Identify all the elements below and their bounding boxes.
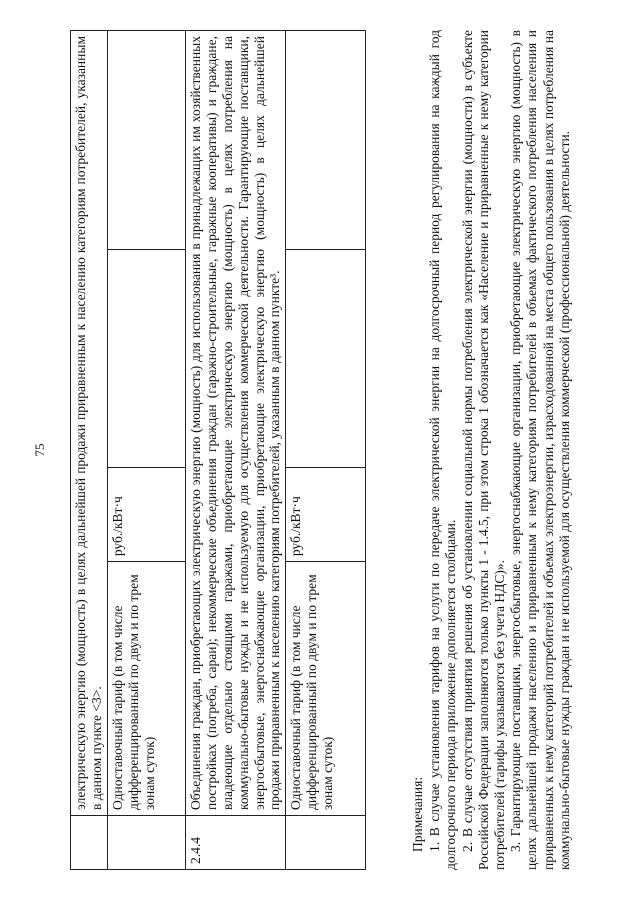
value-cell — [286, 249, 366, 468]
table-row — [185, 31, 286, 870]
note-item: 1. В случае установления тарифов на услуги по передаче электрической энергии на долгосрочный период регулирования на каждый год долгосрочного периода приложение дополняется столбцами. — [427, 30, 459, 870]
unit-cell: руб./кВт·ч — [107, 468, 185, 562]
table-row — [107, 31, 185, 870]
notes-title: Примечания: — [410, 776, 425, 852]
continuation-text: электрическую энергию (мощность) в целях дальнейшей продажи приравненным к населению категориям потребителей, указанным в данном пункте <3>. — [71, 31, 108, 816]
notes-section — [410, 30, 573, 870]
tariff-name-cell: Одноставочный тариф (в том числе дифференцированный по двум и по трем зонам суток) — [286, 562, 366, 816]
number-cell — [286, 815, 366, 869]
tariff-table — [70, 30, 366, 870]
value-cell — [107, 31, 185, 250]
table-row — [71, 31, 108, 870]
unit-cell: руб./кВт·ч — [286, 468, 366, 562]
note-item: 3. Гарантирующие поставщики, энергосбытовые, энергоснабжающие организации, приобретающие электрическую энергию (мощность) в целях дальнейшей продажи населению и приравненным к нему категориям потребителей в объемах фактического потребления населения и приравненных к нему категорий потребителей и объемах электроэнергии, израсходованной на места общего пользования в целях потребления на коммунально-бытовые нужды граждан и не используемой для осуществления коммерческой (профессиональной) деятельности. — [508, 30, 572, 870]
number-cell — [107, 815, 185, 869]
rotated-document-content — [70, 20, 630, 880]
note-item: 2. В случае отсутствия принятия решения об установлении социальной нормы потребления электрической энергии (мощности) в субъекте Российской Федерации заполняются только пункты 1 - 1.4.5, при этом строка 1 обозначается как «Население и приравненные к нему категории потребителей (тарифы указываются без учета НДС)». — [459, 30, 507, 870]
value-cell — [107, 249, 185, 468]
page-number: 75 — [32, 443, 47, 457]
section-text: Объединения граждан, приобретающих электрическую энергию (мощность) для использования в принадлежащих им хозяйственных постройках (погреба, сараи); некоммерческие объединения граждан (гаражно-строительные, гаражные кооперативы) и граждане, владеющие отдельно стоящими гаражами, приобретающие электрическую энергию (мощность) в целях потребления на коммунально-бытовые нужды и не используемую для осуществления коммерческой деятельности. Гарантирующие поставщики, энергосбытовые, энергоснабжающие организации, приобретающие электрическую энергию (мощность) в целях дальнейшей продажи приравненным к населению категориям потребителей, указанным в данном пункте³. — [185, 31, 286, 816]
tariff-name-cell: Одноставочный тариф (в том числе дифференцированный по двум и по трем зонам суток) — [107, 562, 185, 816]
table-row — [286, 31, 366, 870]
section-number: 2.4.4 — [185, 815, 286, 869]
number-cell — [71, 815, 108, 869]
value-cell — [286, 31, 366, 250]
